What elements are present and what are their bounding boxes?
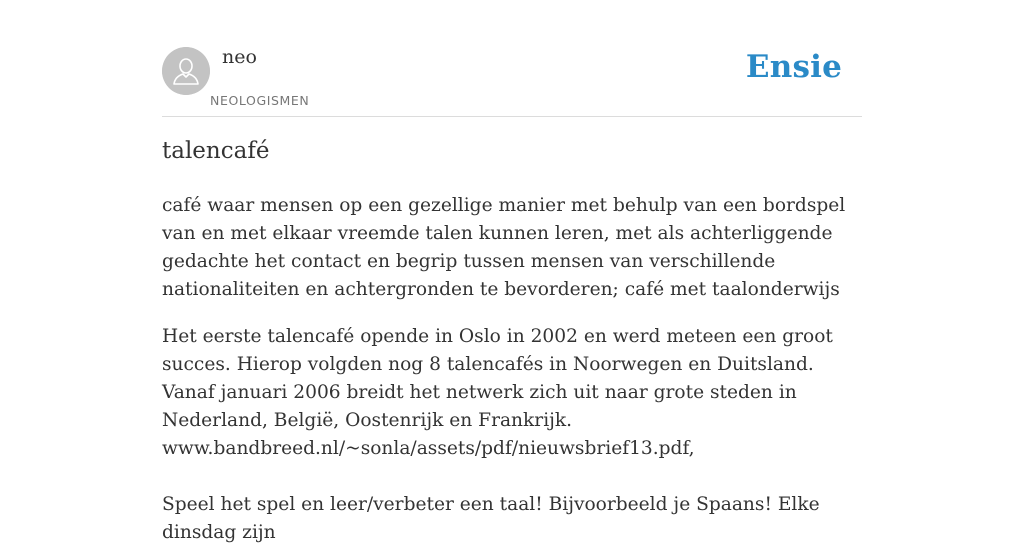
avatar[interactable] [162,47,210,95]
entry-example: Het eerste talencafé opende in Oslo in 2002 en werd meteen een groot succes. Hierop volgden nog 8 talencafés in Noorwegen en Duitsland. Vanaf januari 2006 breidt het netwerk zich uit naar grote steden in Nederland, België, Oostenrijk en Frankrijk. www.bandbreed.nl/~sonla/assets/pdf/nieuwsbrief13.pdf, Speel het spel en leer/verbeter een taal! Bijvoorbeeld je Spaans! Elke dinsdag zijn [162,326,833,543]
entry-definition: café waar mensen op een gezellige manier met behulp van een bordspel van en met elkaar vreemde talen kunnen leren, met als achterliggende gedachte het contact en begrip tussen mensen van verschillende nationaliteiten en achtergronden te bevorderen; café met taalonderwijs [162,195,846,300]
entry-header [162,36,862,117]
user-name[interactable]: neo [222,46,257,68]
entry-title: talencafé [162,138,270,164]
category-label[interactable]: NEOLOGISMEN [210,93,310,108]
brand-logo[interactable]: Ensie [745,49,842,85]
user-silhouette-icon [162,47,210,95]
